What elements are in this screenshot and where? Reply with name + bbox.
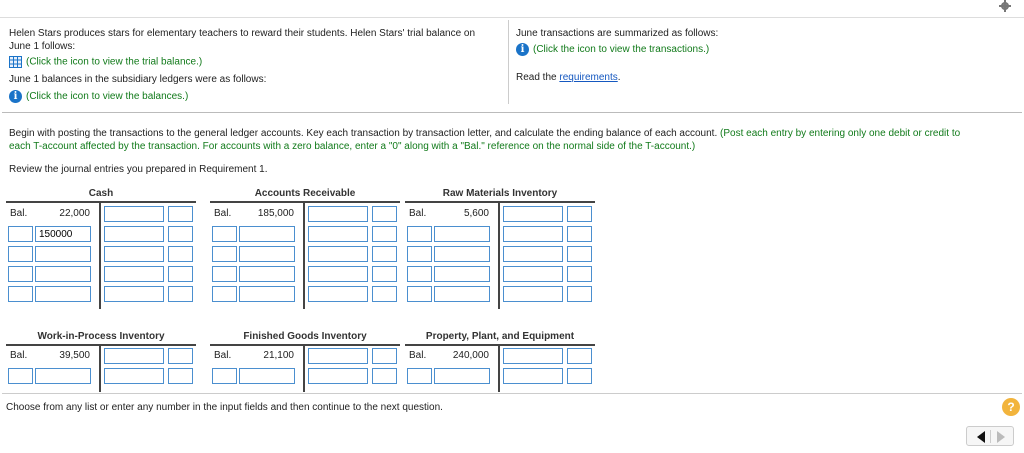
trial-balance-link-text[interactable]: (Click the icon to view the trial balance.) xyxy=(26,56,203,68)
t-account-top-line xyxy=(405,201,595,203)
credit-ref-input[interactable] xyxy=(308,368,368,384)
footer-divider xyxy=(2,393,1022,394)
t-account-center-line xyxy=(99,346,101,392)
credit-amount-input[interactable] xyxy=(567,368,592,384)
t-account-top-line xyxy=(6,201,196,203)
bal-label: Bal. xyxy=(10,350,28,361)
bal-value: 5,600 xyxy=(463,208,489,219)
debit-ref-input[interactable] xyxy=(8,368,33,384)
debit-amount-input[interactable] xyxy=(35,286,91,302)
transactions-link[interactable] xyxy=(516,43,709,56)
debit-amount-input[interactable] xyxy=(434,368,490,384)
credit-amount-input[interactable] xyxy=(372,226,397,242)
balances-link[interactable] xyxy=(9,90,188,103)
read-the-text: Read the xyxy=(516,72,557,83)
debit-amount-input[interactable] xyxy=(35,226,91,242)
account-title: Finished Goods Inventory xyxy=(243,331,367,342)
header-divider xyxy=(508,20,509,104)
credit-amount-input[interactable] xyxy=(168,226,193,242)
bal-value: 240,000 xyxy=(452,350,489,361)
credit-amount-input[interactable] xyxy=(168,246,193,262)
debit-amount-input[interactable] xyxy=(434,266,490,282)
debit-ref-input[interactable] xyxy=(8,246,33,262)
debit-ref-input[interactable] xyxy=(212,246,237,262)
credit-ref-input[interactable] xyxy=(104,368,164,384)
next-icon[interactable] xyxy=(997,431,1005,443)
bal-value: 21,100 xyxy=(263,350,294,361)
debit-amount-input[interactable] xyxy=(239,368,295,384)
bal-value: 185,000 xyxy=(257,208,294,219)
debit-amount-input[interactable] xyxy=(239,266,295,282)
t-account-center-line xyxy=(498,203,500,309)
credit-ref-input[interactable] xyxy=(308,266,368,282)
transactions-text: June transactions are summarized as follows: xyxy=(516,28,719,39)
debit-ref-input[interactable] xyxy=(212,368,237,384)
grid-icon[interactable] xyxy=(9,56,22,68)
info-icon[interactable]: i xyxy=(9,90,22,103)
debit-ref-input[interactable] xyxy=(212,266,237,282)
debit-amount-input[interactable] xyxy=(434,246,490,262)
account-title: Work-in-Process Inventory xyxy=(37,331,165,342)
debit-amount-input[interactable] xyxy=(239,286,295,302)
credit-amount-input[interactable] xyxy=(168,286,193,302)
instructions-main: Begin with posting the transactions to the general ledger accounts. Key each transaction by transaction letter, and calculate the ending balance of each account. xyxy=(9,128,718,139)
credit-amount-input[interactable] xyxy=(567,246,592,262)
debit-amount-input[interactable] xyxy=(35,246,91,262)
credit-ref-input[interactable] xyxy=(503,266,563,282)
requirements-line xyxy=(516,72,621,84)
account-title: Raw Materials Inventory xyxy=(442,188,558,199)
trial-balance-link[interactable] xyxy=(9,56,202,69)
t-account-top-line xyxy=(210,344,400,346)
t-account-center-line xyxy=(303,346,305,392)
instructions-line-1 xyxy=(9,128,960,140)
nav-separator xyxy=(990,430,991,443)
info-icon[interactable]: i xyxy=(516,43,529,56)
section-divider xyxy=(2,112,1022,113)
debit-amount-input[interactable] xyxy=(35,368,91,384)
credit-amount-input[interactable] xyxy=(372,348,397,364)
bal-label: Bal. xyxy=(10,208,28,219)
credit-ref-input[interactable] xyxy=(104,246,164,262)
top-divider xyxy=(0,17,1024,18)
instructions-green-1: (Post each entry by entering only one debit or credit to xyxy=(720,128,961,139)
credit-ref-input[interactable] xyxy=(503,368,563,384)
credit-amount-input[interactable] xyxy=(372,266,397,282)
credit-amount-input[interactable] xyxy=(372,206,397,222)
credit-amount-input[interactable] xyxy=(168,206,193,222)
account-title: Accounts Receivable xyxy=(254,188,356,199)
t-account-top-line xyxy=(6,344,196,346)
subsidiary-text: June 1 balances in the subsidiary ledgers were as follows: xyxy=(9,74,267,85)
account-title: Property, Plant, and Equipment xyxy=(425,331,575,342)
debit-ref-input[interactable] xyxy=(8,286,33,302)
credit-ref-input[interactable] xyxy=(308,246,368,262)
requirements-link[interactable]: requirements xyxy=(559,72,618,83)
credit-amount-input[interactable] xyxy=(567,266,592,282)
credit-amount-input[interactable] xyxy=(372,368,397,384)
bal-label: Bal. xyxy=(409,350,427,361)
credit-ref-input[interactable] xyxy=(503,348,563,364)
debit-amount-input[interactable] xyxy=(239,226,295,242)
balances-link-text[interactable]: (Click the icon to view the balances.) xyxy=(26,91,189,103)
credit-ref-input[interactable] xyxy=(503,206,563,222)
intro-text-1: Helen Stars produces stars for elementary teachers to reward their students. Helen Stars' trial balance on xyxy=(9,28,476,39)
debit-ref-input[interactable] xyxy=(8,226,33,242)
t-account-top-line xyxy=(405,344,595,346)
credit-amount-input[interactable] xyxy=(567,348,592,364)
bal-label: Bal. xyxy=(409,208,427,219)
debit-amount-input[interactable] xyxy=(434,226,490,242)
credit-amount-input[interactable] xyxy=(372,246,397,262)
credit-ref-input[interactable] xyxy=(104,206,164,222)
credit-ref-input[interactable] xyxy=(104,266,164,282)
help-icon[interactable]: ? xyxy=(1002,398,1020,416)
question-nav xyxy=(966,426,1014,446)
bal-label: Bal. xyxy=(214,350,232,361)
debit-amount-input[interactable] xyxy=(434,286,490,302)
bal-label: Bal. xyxy=(214,208,232,219)
t-account-center-line xyxy=(303,203,305,309)
requirements-period: . xyxy=(617,72,621,83)
credit-amount-input[interactable] xyxy=(372,286,397,302)
intro-text-2: June 1 follows: xyxy=(9,41,76,52)
account-title: Cash xyxy=(88,188,114,199)
debit-ref-input[interactable] xyxy=(8,266,33,282)
gear-icon[interactable] xyxy=(996,0,1014,14)
credit-ref-input[interactable] xyxy=(503,246,563,262)
credit-ref-input[interactable] xyxy=(308,348,368,364)
prev-icon[interactable] xyxy=(977,431,985,443)
debit-ref-input[interactable] xyxy=(407,226,432,242)
credit-ref-input[interactable] xyxy=(104,226,164,242)
debit-ref-input[interactable] xyxy=(212,286,237,302)
bal-value: 39,500 xyxy=(59,350,90,361)
credit-amount-input[interactable] xyxy=(567,286,592,302)
debit-ref-input[interactable] xyxy=(407,286,432,302)
credit-ref-input[interactable] xyxy=(104,286,164,302)
t-account-center-line xyxy=(99,203,101,309)
debit-ref-input[interactable] xyxy=(407,266,432,282)
credit-amount-input[interactable] xyxy=(168,368,193,384)
debit-ref-input[interactable] xyxy=(212,226,237,242)
debit-amount-input[interactable] xyxy=(239,246,295,262)
debit-amount-input[interactable] xyxy=(35,266,91,282)
review-text: Review the journal entries you prepared in Requirement 1. xyxy=(9,164,268,175)
t-account-center-line xyxy=(498,346,500,392)
debit-ref-input[interactable] xyxy=(407,246,432,262)
credit-amount-input[interactable] xyxy=(168,348,193,364)
credit-ref-input[interactable] xyxy=(104,348,164,364)
choose-text: Choose from any list or enter any number in the input fields and then continue to the next question. xyxy=(6,402,443,413)
debit-ref-input[interactable] xyxy=(407,368,432,384)
credit-ref-input[interactable] xyxy=(308,226,368,242)
credit-ref-input[interactable] xyxy=(503,226,563,242)
t-account-top-line xyxy=(210,201,400,203)
credit-ref-input[interactable] xyxy=(308,286,368,302)
transactions-link-text[interactable]: (Click the icon to view the transactions.) xyxy=(533,44,710,56)
credit-amount-input[interactable] xyxy=(567,206,592,222)
credit-amount-input[interactable] xyxy=(168,266,193,282)
credit-ref-input[interactable] xyxy=(503,286,563,302)
bal-value: 22,000 xyxy=(59,208,90,219)
credit-ref-input[interactable] xyxy=(308,206,368,222)
instructions-green-2: each T-account affected by the transaction. For accounts with a zero balance, enter a "0" along with a "Bal." reference on the normal side of the T-account.) xyxy=(9,141,696,152)
credit-amount-input[interactable] xyxy=(567,226,592,242)
